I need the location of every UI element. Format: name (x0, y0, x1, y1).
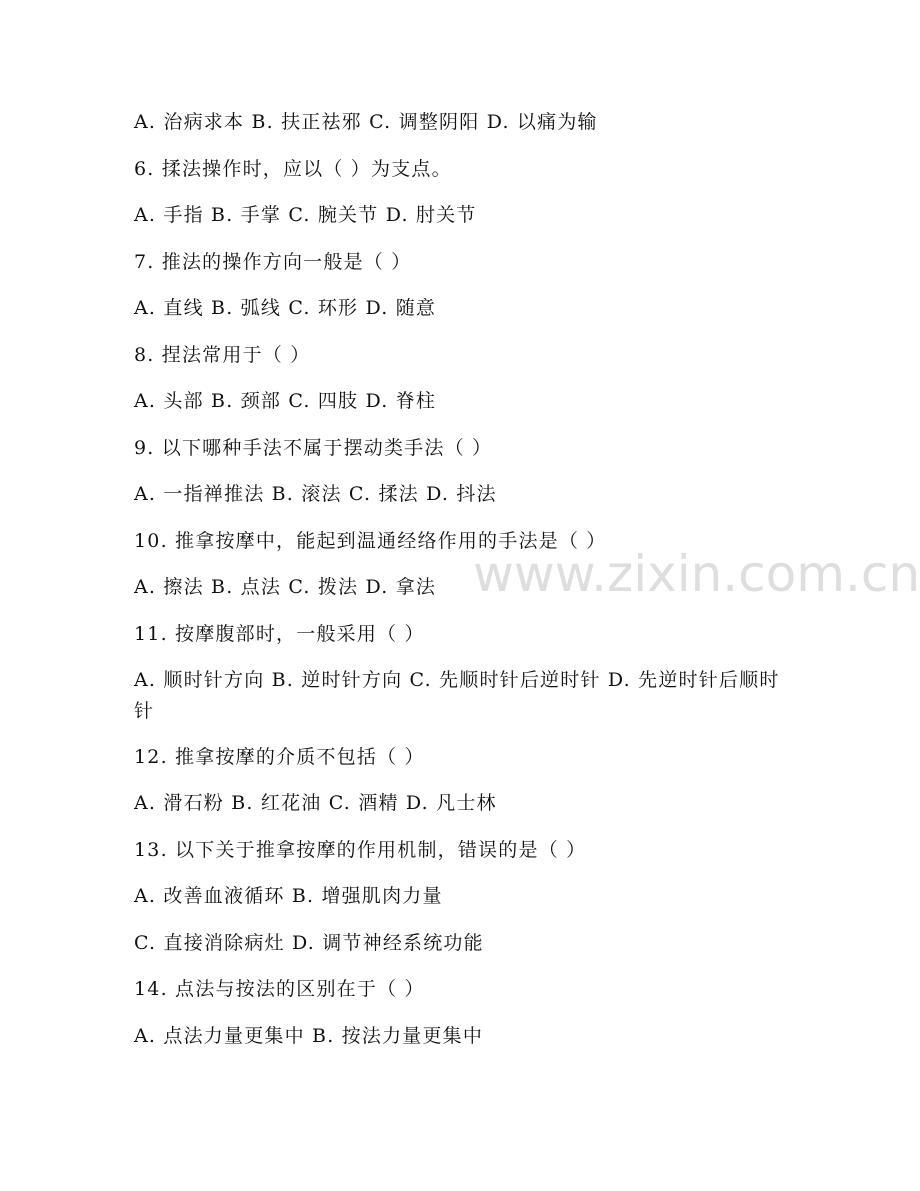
q5-options: A. 治病求本 B. 扶正祛邪 C. 调整阴阳 D. 以痛为输 (134, 111, 598, 133)
q7-question: 7. 推法的操作方向一般是（ ） (134, 251, 412, 273)
q7-options: A. 直线 B. 弧线 C. 环形 D. 随意 (134, 297, 437, 319)
q6-question: 6. 揉法操作时，应以（ ）为支点。 (134, 158, 452, 180)
q8-question: 8. 捏法常用于（ ） (134, 344, 311, 366)
q11-options: A. 顺时针方向 B. 逆时针方向 C. 先顺时针后逆时针 D. 先逆时针后顺时针 (134, 669, 780, 722)
q9-options: A. 一指禅推法 B. 滚法 C. 揉法 D. 抖法 (134, 483, 497, 505)
q14-question: 14. 点法与按法的区别在于（ ） (134, 978, 425, 1000)
q13-options-cd: C. 直接消除病灶 D. 调节神经系统功能 (134, 932, 484, 954)
q10-question: 10. 推拿按摩中，能起到温通经络作用的手法是（ ） (134, 530, 607, 552)
q6-options: A. 手指 B. 手掌 C. 腕关节 D. 肘关节 (134, 204, 477, 226)
q10-options: A. 擦法 B. 点法 C. 拨法 D. 拿法 (134, 576, 437, 598)
q12-options: A. 滑石粉 B. 红花油 C. 酒精 D. 凡士林 (134, 792, 497, 814)
q13-question: 13. 以下关于推拿按摩的作用机制，错误的是（ ） (134, 839, 587, 861)
q14-options: A. 点法力量更集中 B. 按法力量更集中 (134, 1025, 484, 1047)
q12-question: 12. 推拿按摩的介质不包括（ ） (134, 746, 425, 768)
q13-options-ab: A. 改善血液循环 B. 增强肌肉力量 (134, 885, 443, 907)
q8-options: A. 头部 B. 颈部 C. 四肢 D. 脊柱 (134, 390, 437, 412)
watermark: www.zixin.com.cn (473, 545, 920, 603)
q11-question: 11. 按摩腹部时，一般采用（ ） (134, 623, 425, 645)
q9-question: 9. 以下哪种手法不属于摆动类手法（ ） (134, 437, 493, 459)
